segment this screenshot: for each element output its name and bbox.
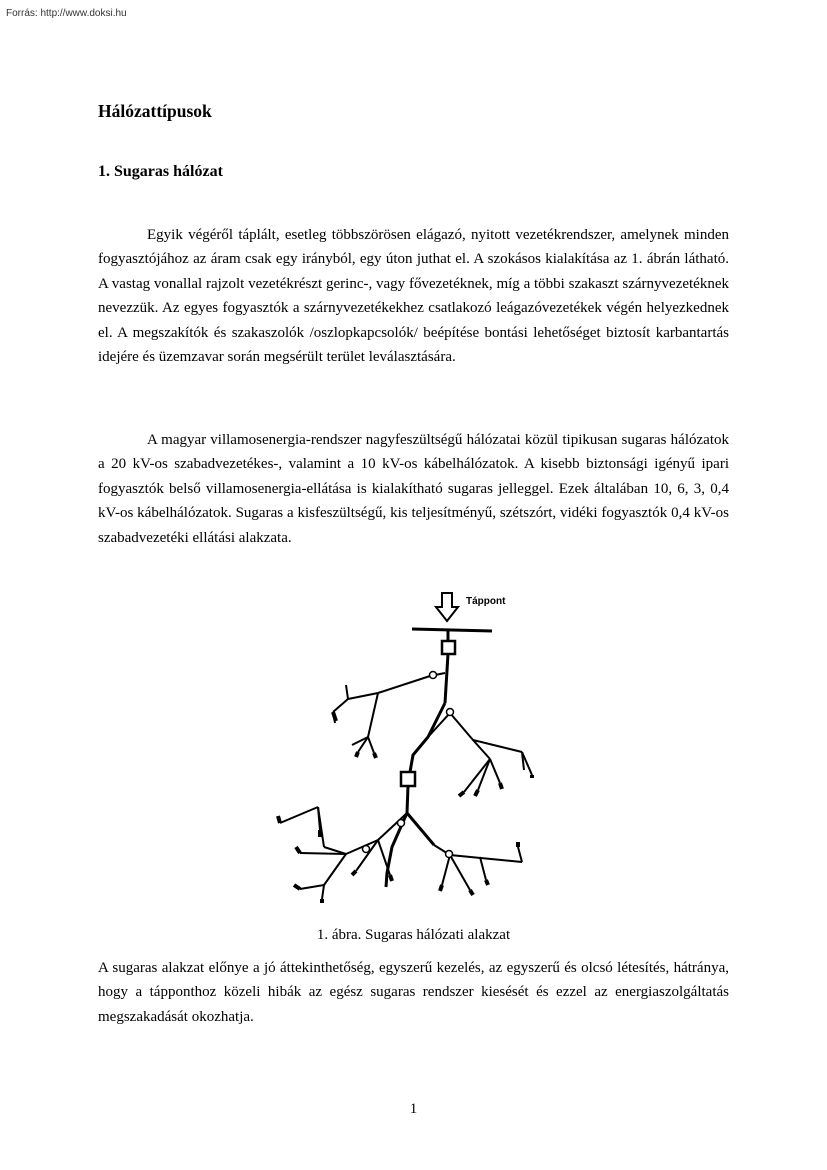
disconnector-icon [446,851,453,858]
figure-caption: 1. ábra. Sugaras hálózati alakzat [316,927,511,943]
feed-point-label: Táppont [466,596,506,607]
feed-arrow-icon [436,593,458,621]
paragraph-2: A magyar villamosenergia-rendszer nagyfeszültségű hálózatai közül tipikusan sugaras hálózatok a 20 kV-os szabadvezetékes-, valamint a 10 kV-os kábelhálózatok. A kisebb biztonsági igényű ipari fogyasztók belső villamosenergia-ellátása is kialakítható sugaras jelleggel. Ezek általában 10, 6, 3, 0,4 kV-os kábelhálózatok. Sugaras a kisfeszültségű, kis teljesítményű, szétszórt, vidéki fogyasztók 0,4 kV-os szabadvezetéki ellátási alakzata. [98,432,729,546]
breaker-icon [442,641,455,654]
page-title: Hálózattípusok [98,101,212,121]
page-number: 1 [409,1101,418,1117]
busbar [412,629,492,631]
breaker-icon [401,772,415,786]
source-header: Forrás: http://www.doksi.hu [6,8,127,19]
section-heading: 1. Sugaras hálózat [98,163,223,180]
disconnector-icon [447,709,454,716]
disconnector-icon [430,672,437,679]
paragraph-3: A sugaras alakzat előnye a jó áttekinthetőség, egyszerű kezelés, az egyszerű és olcsó létesítés, hátránya, hogy a tápponthoz közeli hibák az egész sugaras rendszer kiesését és ezzel az energiaszolgáltatás megszakadását okozhatja. [98,960,729,1025]
paragraph-1: Egyik végéről táplált, esetleg többszörösen elágazó, nyitott vezetékrendszer, amelynek minden fogyasztójához az áram csak egy irányból, egy úton juthat el. A szokásos kialakítása az 1. ábrán látható. A vastag vonallal rajzolt vezetékrészt gerinc-, vagy fővezetéknek, míg a többi szakaszt szárnyvezetéknek nevezzük. Az egyes fogyasztók a szárnyvezetékekhez csatlakozó leágazóvezetékek végén helyezkednek el. A megszakítók és szakaszolók /oszlopkapcsolók/ beépítése bontási lehetőséget biztosít karbantartás idejére és üzemzavar során megsérült terület leválasztására. [98,227,729,366]
disconnector-icon [363,846,370,853]
radial-network-figure [270,585,540,905]
disconnector-icon [398,820,405,827]
